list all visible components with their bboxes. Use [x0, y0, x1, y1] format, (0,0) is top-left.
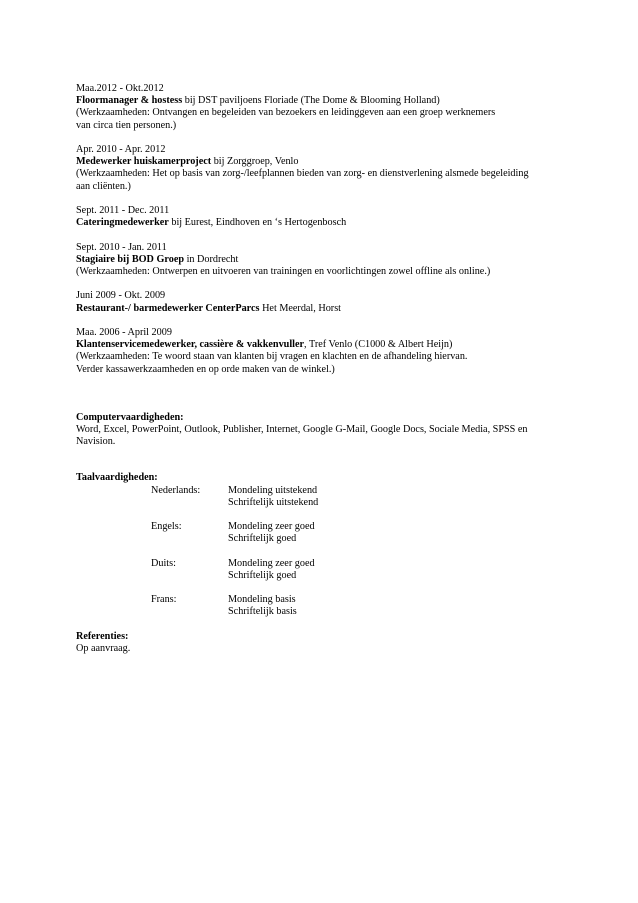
references-heading: Referenties: — [76, 630, 129, 642]
experience-employer: Het Meerdal, Horst — [259, 302, 341, 314]
computer-skills-text: Navision. — [76, 436, 116, 448]
experience-period: Maa. 2006 - April 2009 — [76, 326, 172, 338]
language-spoken: Mondeling zeer goed — [228, 521, 315, 533]
language-entry — [76, 485, 576, 509]
experience-entry — [76, 290, 576, 314]
experience-detail: (Werkzaamheden: Ontvangen en begeleiden van bezoekers en leidinggeven aan een groep werknemers — [76, 107, 496, 119]
experience-employer: in Dordrecht — [184, 253, 239, 265]
language-entry — [76, 558, 576, 582]
language-written: Schriftelijk goed — [228, 533, 297, 545]
language-name: Nederlands: — [151, 484, 201, 496]
language-written: Schriftelijk uitstekend — [228, 496, 319, 508]
experience-detail: van circa tien personen.) — [76, 119, 177, 131]
experience-detail: Verder kassawerkzaamheden en op orde maken van de winkel.) — [76, 363, 335, 375]
experience-entry — [76, 327, 576, 376]
experience-employer: bij Zorggroep, Venlo — [211, 156, 299, 168]
experience-period: Maa.2012 - Okt.2012 — [76, 83, 164, 94]
language-skills-heading: Taalvaardigheden: — [76, 472, 158, 484]
experience-period: Sept. 2010 - Jan. 2011 — [76, 241, 167, 253]
language-name: Duits: — [151, 557, 176, 569]
experience-period: Sept. 2011 - Dec. 2011 — [76, 205, 170, 216]
computer-skills-text: Word, Excel, PowerPoint, Outlook, Publisher, Internet, Google G-Mail, Google Docs, Sociale Media, SPSS en — [76, 424, 528, 435]
computer-skills-heading: Computervaardigheden: — [76, 411, 184, 423]
cv-page — [76, 83, 576, 655]
references-text: Op aanvraag. — [76, 643, 131, 655]
experience-title: Medewerker huiskamerproject — [76, 156, 212, 168]
language-skills-section — [76, 472, 576, 618]
language-written: Schriftelijk goed — [228, 569, 297, 581]
language-name: Frans: — [151, 594, 177, 606]
language-entry — [76, 594, 576, 618]
experience-detail: (Werkzaamheden: Te woord staan van klanten bij vragen en klachten en de afhandeling hiervan. — [76, 351, 468, 363]
experience-title: Stagiaire bij BOD Groep — [76, 253, 185, 265]
experience-entry — [76, 205, 576, 229]
experience-title: Klantenservicemedewerker, cassière & vakkenvuller — [76, 339, 305, 351]
language-spoken: Mondeling basis — [228, 594, 296, 606]
experience-period: Apr. 2010 - Apr. 2012 — [76, 144, 166, 155]
experience-entry — [76, 144, 576, 193]
experience-title: Restaurant-/ barmedewerker CenterParcs — [76, 302, 260, 314]
experience-period: Juni 2009 - Okt. 2009 — [76, 290, 166, 302]
experience-employer: bij Eurest, Eindhoven en ‘s Hertogenbosch — [168, 217, 347, 229]
experience-entry — [76, 242, 576, 279]
references-section — [76, 631, 576, 655]
experience-title: Floormanager & hostess — [76, 95, 183, 107]
experience-entry — [76, 83, 576, 132]
language-name: Engels: — [151, 521, 182, 533]
experience-employer: , Tref Venlo (C1000 & Albert Heijn) — [304, 339, 453, 351]
language-entry — [76, 521, 576, 545]
experience-title: Cateringmedewerker — [76, 217, 169, 229]
language-written: Schriftelijk basis — [228, 606, 297, 618]
language-spoken: Mondeling zeer goed — [228, 557, 315, 569]
experience-detail: (Werkzaamheden: Het op basis van zorg-/leefplannen bieden van zorg- en dienstverlening alsmede begeleiding — [76, 168, 529, 180]
experience-detail: aan cliënten.) — [76, 180, 131, 192]
experience-detail: (Werkzaamheden: Ontwerpen en uitvoeren van trainingen en voorlichtingen zowel offline als online.) — [76, 266, 491, 277]
language-spoken: Mondeling uitstekend — [228, 484, 318, 496]
experience-employer: bij DST paviljoens Floriade (The Dome & Blooming Holland) — [182, 95, 440, 107]
computer-skills-section — [76, 412, 576, 449]
